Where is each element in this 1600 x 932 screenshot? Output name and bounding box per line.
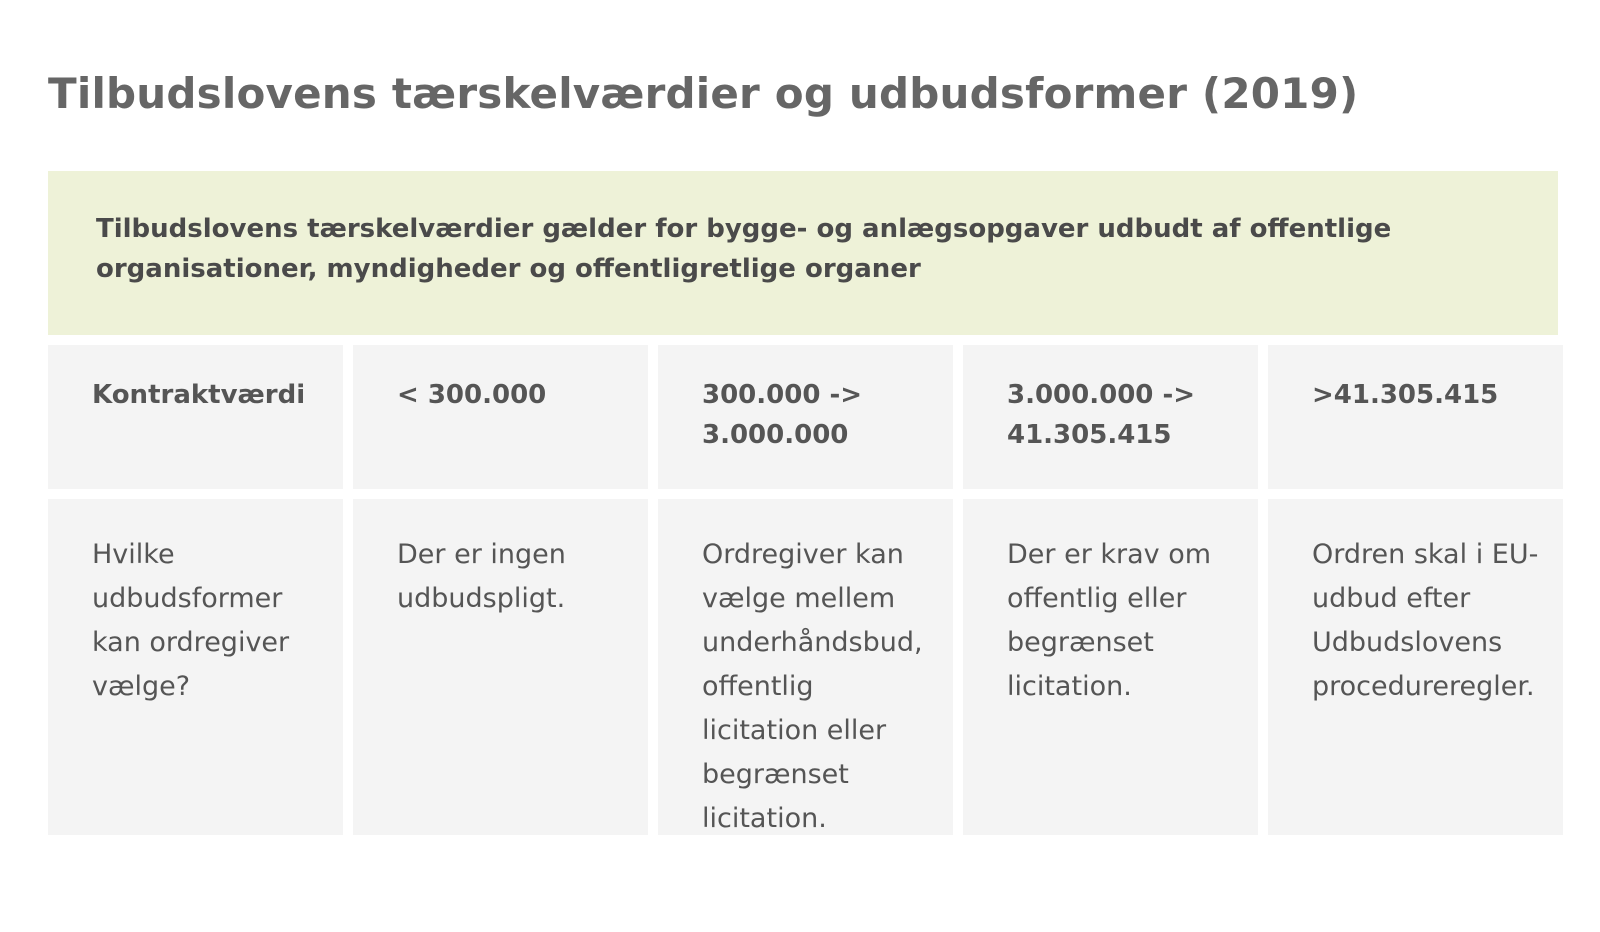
header-label-3000000-to-41305415: 3.000.000 -> 41.305.415 bbox=[1007, 380, 1196, 450]
cell-text-above-41305415: Ordren skal i EU-udbud efter Udbudslovens procedureregler. bbox=[1312, 539, 1539, 702]
table-body-cell bbox=[1268, 499, 1563, 835]
threshold-table bbox=[48, 345, 1564, 835]
table-body-cell bbox=[48, 499, 343, 835]
header-label-contract-value: Kontraktværdi bbox=[92, 380, 306, 410]
table-header-cell bbox=[1268, 345, 1563, 489]
row-label-procurement-question: Hvilke udbudsformer kan ordregiver vælge? bbox=[92, 539, 290, 702]
table-header-cell bbox=[963, 345, 1258, 489]
cell-text-below-300000: Der er ingen udbudspligt. bbox=[397, 539, 566, 614]
page-title: Tilbudslovens tærskelværdier og udbudsformer (2019) bbox=[48, 69, 1359, 118]
cell-text-3000000-to-41305415: Der er krav om offentlig eller begrænset licitation. bbox=[1007, 539, 1212, 702]
intro-text: Tilbudslovens tærskelværdier gælder for bygge- og anlægsopgaver udbudt af offentlige organisationer, myndigheder og offentligretlige organer bbox=[96, 214, 1392, 284]
header-label-300000-to-3000000: 300.000 -> 3.000.000 bbox=[702, 380, 863, 450]
table-header-cell bbox=[658, 345, 953, 489]
table-body-cell bbox=[353, 499, 648, 835]
table-header-cell bbox=[48, 345, 343, 489]
table-body-cell bbox=[963, 499, 1258, 835]
table-header-cell bbox=[353, 345, 648, 489]
header-label-below-300000: < 300.000 bbox=[397, 380, 547, 410]
intro-box bbox=[48, 171, 1558, 335]
table-body-cell bbox=[658, 499, 953, 835]
header-label-above-41305415: >41.305.415 bbox=[1312, 380, 1499, 410]
cell-text-300000-to-3000000: Ordregiver kan vælge mellem underhåndsbud, offentlig licitation eller begrænset licitation. bbox=[702, 539, 923, 834]
